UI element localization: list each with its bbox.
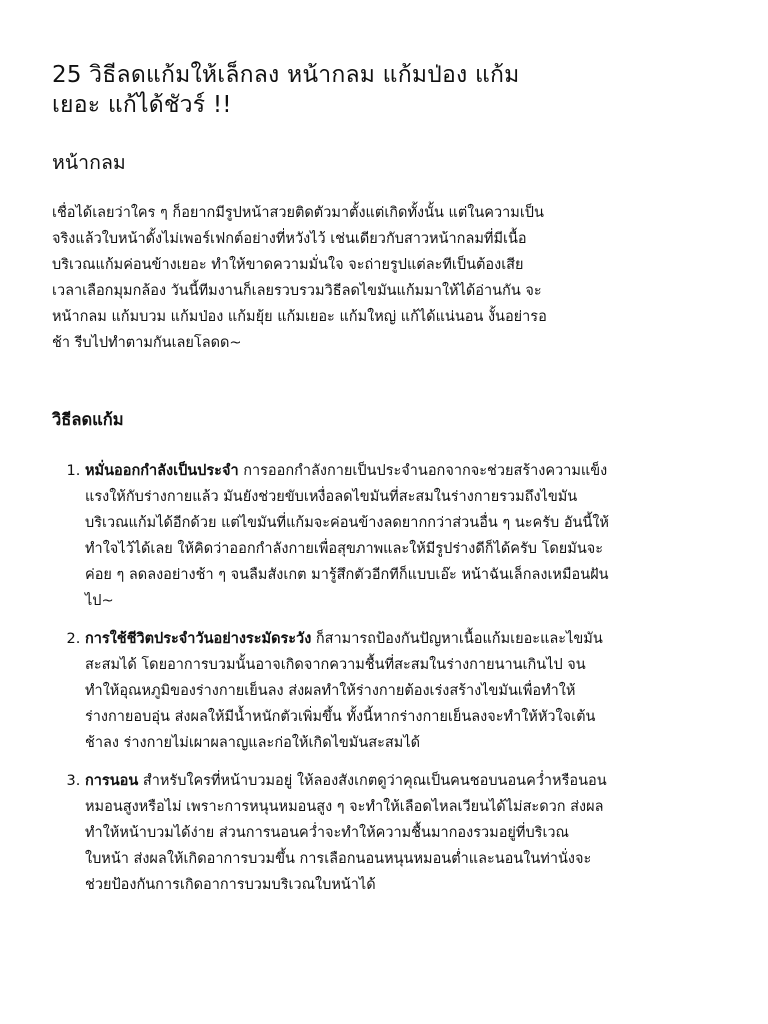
intro-paragraph: เชื่อได้เลยว่าใคร ๆ ก็อยากมีรูปหน้าสวยติดตัวมาตั้งแต่เกิดทั้งนั้น แต่ในความเป็นจริงแล้วใบหน้าดั้งไม่เพอร์เฟกต์อย่างที่หวังไว้ เช่นเดียวกับสาวหน้ากลมที่มีเนื้อบริเวณแก้มค่อนข้างเยอะ ทำให้ขาดความมั่นใจ จะถ่ายรูปแต่ละทีเป็นต้องเสียเวลาเลือกมุมกล้อง วันนี้ทีมงานก็เลยรวบรวมวิธีลดไขมันแก้มมาให้ได้อ่านกัน จะหน้ากลม แก้มบวม แก้มป่อง แก้มยุ้ย แก้มเยอะ แก้มใหญ่ แก้ได้แน่นอน งั้นอย่ารอช้า รีบไปทำตามกันเลยโลดด~	[52, 205, 547, 351]
tip-text: สำหรับใครที่หน้าบวมอยู่ ให้ลองสังเกตดูว่าคุณเป็นคนชอบนอนคว่ำหรือนอนหมอนสูงหรือไม่ เพราะการหนุนหมอนสูง ๆ จะทำให้เลือดไหลเวียนได้ไม่สะดวก ส่งผลทำให้หน้าบวมได้ง่าย ส่วนการนอนคว่ำจะทำให้ความชื้นมากองรวมอยู่ที่บริเวณใบหน้า ส่งผลให้เกิดอาการบวมขึ้น การเลือกนอนหนุนหมอนต่ำและนอนในท่านั่งจะช่วยป้องกันการเกิดอาการบวมบริเวณใบหน้าได้	[85, 773, 607, 893]
tip-title: การใช้ชีวิตประจำวันอย่างระมัดระวัง	[85, 631, 312, 647]
tip-item	[85, 458, 610, 614]
tip-title: การนอน	[85, 773, 139, 789]
tip-text: การออกกำลังกายเป็นประจำนอกจากจะช่วยสร้างความแข็งแรงให้กับร่างกายแล้ว มันยังช่วยขับเหงื่อลดไขมันที่สะสมในร่างกายรวมถึงไขมันบริเวณแก้มได้อีกด้วย แต่ไขมันที่แก้มจะค่อนข้างลดยากกว่าส่วนอื่น ๆ นะครับ อันนี้ให้ทำใจไว้ได้เลย ให้คิดว่าออกกำลังกายเพื่อสุขภาพและให้มีรูปร่างดีก็ได้ครับ โดยมันจะค่อย ๆ ลดลงอย่างช้า ๆ จนลืมสังเกต มารู้สึกตัวอีกทีก็แบบเอ๊ะ หน้าฉันเล็กลงเหมือนฝันไป~	[85, 463, 609, 609]
tip-item	[85, 626, 610, 756]
article	[52, 60, 609, 893]
tip-text: ก็สามารถป้องกันปัญหาเนื้อแก้มเยอะและไขมันสะสมได้ โดยอาการบวมนั้นอาจเกิดจากความชื้นที่สะสมในร่างกายนานเกินไป จนทำให้อุณหภูมิของร่างกายเย็นลง ส่งผลทำให้ร่างกายต้องเร่งสร้างไขมันเพื่อทำให้ร่างกายอบอุ่น ส่งผลให้มีน้ำหนักตัวเพิ่มขึ้น ทั้งนี้หากร่างกายเย็นลงจะทำให้หัวใจเต้นช้าลง ร่างกายไม่เผาผลาญและก่อให้เกิดไขมันสะสมได้	[85, 631, 603, 751]
tip-title: หมั่นออกกำลังเป็นประจำ	[85, 463, 239, 479]
tip-item	[85, 768, 610, 898]
tips-subheading: วิธีลดแก้ม	[52, 410, 124, 429]
tips-list	[52, 458, 610, 910]
section-heading: หน้ากลม	[52, 151, 126, 174]
article-title: 25 วิธีลดแก้มให้เล็กลง หน้ากลม แก้มป่อง แก้มเยอะ แก้ได้ชัวร์ !!	[52, 62, 520, 118]
